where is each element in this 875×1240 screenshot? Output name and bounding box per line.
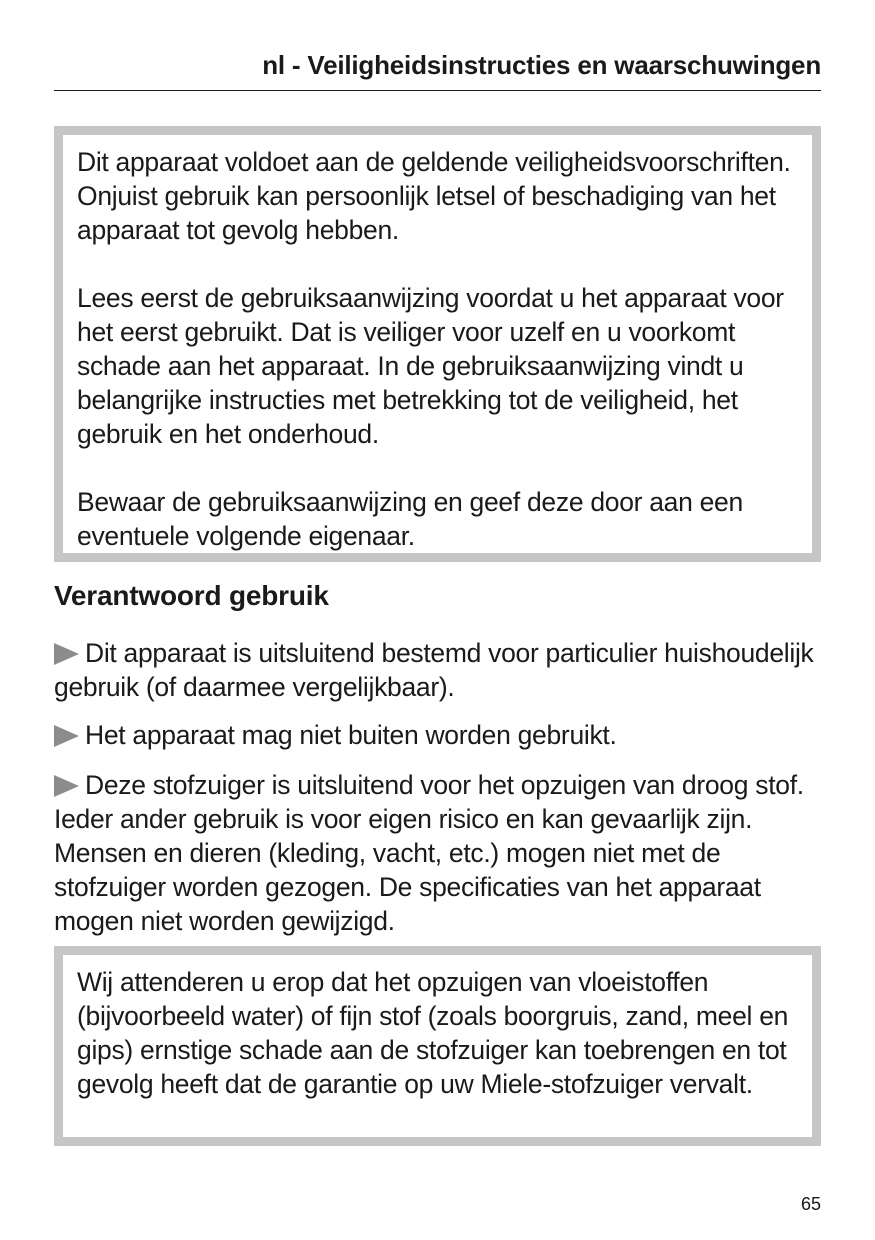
- section-title: Verantwoord gebruik: [54, 580, 329, 611]
- intro-info-box: [54, 126, 821, 562]
- header-title: nl - Veiligheidsinstructies en waarschuwingen: [262, 50, 821, 80]
- intro-paragraph: Lees eerst de gebruiksaanwijzing voordat u het apparaat voor het eerst gebruikt. Dat is veiliger voor uzelf en u voorkomt schade aan het apparaat. In de gebruiksaanwijzing vindt u belangrijke instructies met betrekking tot de veiligheid, het gebruik en het onderhoud.: [77, 283, 784, 449]
- bullet-arrow-icon: [54, 643, 79, 665]
- list-item-text: Dit apparaat is uitsluitend bestemd voor particulier huishoudelijk gebruik (of daarmee vergelijkbaar).: [54, 638, 814, 702]
- intro-paragraph: Bewaar de gebruiksaanwijzing en geef deze door aan een eventuele volgende eigenaar.: [77, 487, 743, 551]
- intro-paragraph: Dit apparaat voldoet aan de geldende veiligheidsvoorschriften. Onjuist gebruik kan persoonlijk letsel of beschadiging van het apparaat tot gevolg hebben.: [77, 147, 791, 245]
- list-item-text: Het apparaat mag niet buiten worden gebruikt.: [85, 720, 617, 750]
- bullet-arrow-icon: [54, 725, 79, 747]
- list-item: [54, 768, 822, 938]
- list-item-text: Deze stofzuiger is uitsluitend voor het opzuigen van droog stof. Ieder ander gebruik is voor eigen risico en kan gevaarlijk zijn. Mensen en dieren (kleding, vacht, etc.) mogen niet met de stofzuiger worden gezogen. De specificaties van het apparaat mogen niet worden gewijzigd.: [54, 770, 804, 936]
- warning-info-box: [54, 946, 821, 1146]
- page-header: [54, 48, 821, 91]
- list-item: [54, 718, 822, 752]
- bullet-arrow-icon: [54, 775, 79, 797]
- list-item: [54, 636, 822, 704]
- page-number: 65: [800, 1194, 821, 1214]
- warning-text: Wij attenderen u erop dat het opzuigen van vloeistoffen (bijvoorbeeld water) of fijn stof (zoals boorgruis, zand, meel en gips) ernstige schade aan de stofzuiger kan toebrengen en tot gevolg heeft dat de garantie op uw Miele-stofzuiger vervalt.: [77, 967, 789, 1099]
